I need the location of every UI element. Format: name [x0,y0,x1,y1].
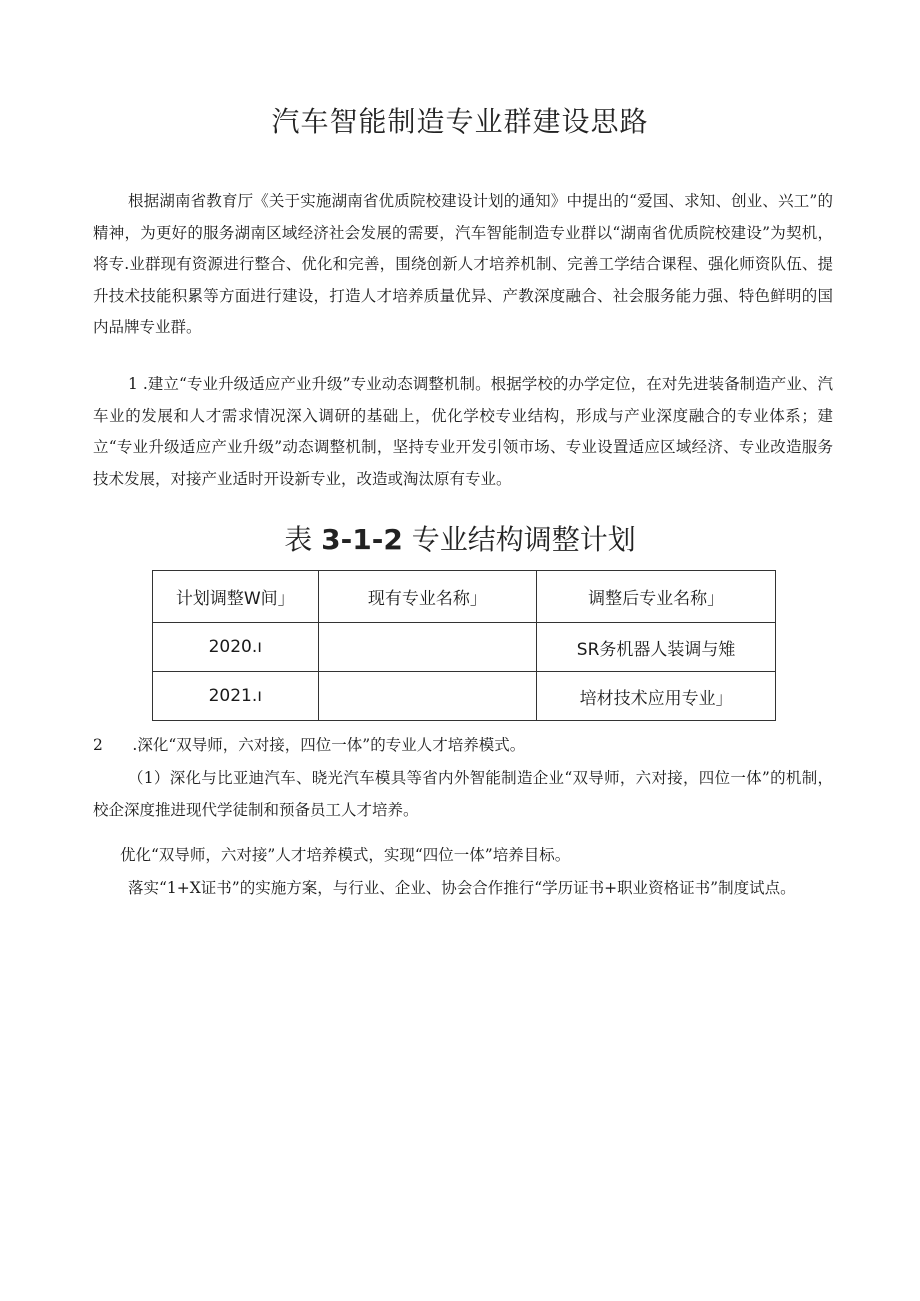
section-2-1-paragraph: （1）深化与比亚迪汽车、晓光汽车模具等省内外智能制造企业“双导师，六对接，四位一体”的机制，校企深度推进现代学徒制和预备员工人才培养。 [93,769,833,819]
table-caption-prefix: 表 [284,523,322,556]
cell-year: 2021.ı [153,672,319,721]
document-title: 汽车智能制造专业群建设思路 [271,105,649,138]
cell-year: 2020.ı [153,623,319,672]
intro-paragraph: 根据湖南省教育厅《关于实施湖南省优质院校建设计划的通知》中提出的“爱国、求知、创业、兴工”的精神，为更好的服务湖南区域经济社会发展的需要，汽车智能制造专业群以“湖南省优质院校建设”为契机，将专.业群现有资源进行整合、优化和完善，围绕创新人才培养机制、完善工学结合课程、强化师资队伍、提升技术技能积累等方面进行建设，打造人才培养质量优异、产教深度融合、社会服务能力强、特色鲜明的国内品牌专业群。 [93,192,833,336]
section-4-paragraph: 落实“1+X证书”的实施方案，与行业、企业、协会合作推行“学历证书+职业资格证书”制度试点。 [128,879,796,897]
table-row [153,672,776,721]
header-current-major: 现有专业名称」 [318,571,537,623]
cell-current-major [318,623,537,672]
table-caption-text: 专业结构调整计划 [402,523,636,556]
table-header-row [153,571,776,623]
section-3-paragraph: 优化“双导师，六对接”人才培养模式，实现“四位一体”培养目标。 [120,846,571,864]
section-2-heading: 2 .深化“双导师，六对接，四位一体”的专业人才培养模式。 [93,736,526,754]
table-caption-number: 3-1-2 [321,523,403,556]
section-1-paragraph: 1 .建立“专业升级适应产业升级”专业动态调整机制。根据学校的办学定位，在对先进装备制造产业、汽车业的发展和人才需求情况深入调研的基础上，优化学校专业结构，形成与产业深度融合的专业体系；建立“专业升级适应产业升级”动态调整机制，坚持专业开发引领市场、专业设置适应区域经济、专业改造服务技术发展，对接产业适时开设新专业，改造或淘汰原有专业。 [93,375,833,488]
table-row [153,623,776,672]
cell-current-major [318,672,537,721]
header-adjusted-major: 调整后专业名称」 [537,571,776,623]
cell-adjusted-major: 培材技术应用专业」 [537,672,776,721]
table-caption [0,518,920,558]
structure-adjustment-table [152,570,776,721]
cell-adjusted-major: SR务机器人装调与雉 [537,623,776,672]
header-plan-time: 计划调整W间」 [153,571,319,623]
